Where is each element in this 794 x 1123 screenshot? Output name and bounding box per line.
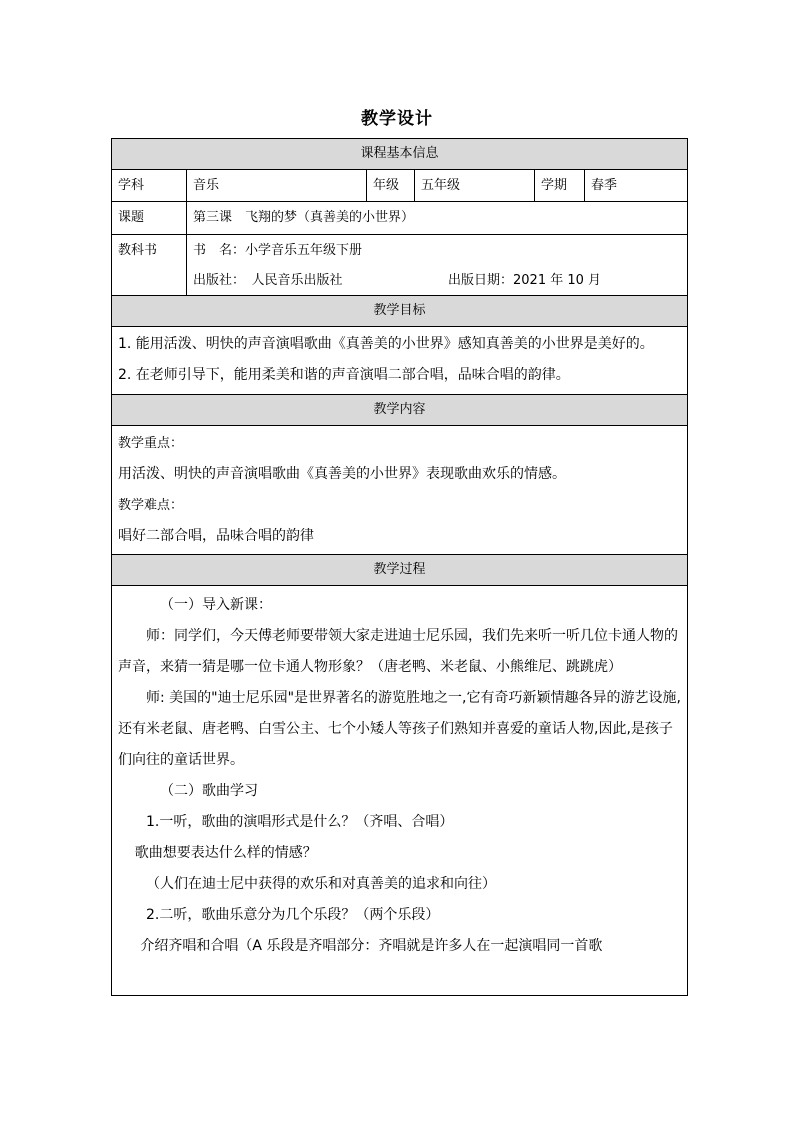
process-paragraph: 介绍齐唱和合唱（A 乐段是齐唱部分：齐唱就是许多人在一起演唱同一首歌: [140, 938, 603, 954]
section-header-basic-info: 课程基本信息: [112, 139, 688, 170]
process-paragraph: 歌曲想要表达什么样的情感？: [134, 845, 317, 861]
process-cell: [112, 586, 688, 996]
section-header-process: 教学过程: [112, 555, 688, 586]
topic-label: 课题: [112, 202, 187, 235]
goal-item: 1. 能用活泼、明快的声音演唱歌曲《真善美的小世界》感知真善美的小世界是美好的。: [118, 336, 654, 352]
term-value: 春季: [585, 170, 688, 202]
subject-label: 学科: [112, 170, 187, 202]
book-name: 书 名：小学音乐五年级下册: [187, 235, 688, 267]
difficulty-text: 唱好二部合唱，品味合唱的韵律: [118, 528, 314, 544]
lesson-plan-table: [111, 138, 688, 996]
goals-cell: [112, 327, 688, 395]
grade-label: 年级: [367, 170, 415, 202]
grade-value: 五年级: [415, 170, 535, 202]
content-cell: [112, 426, 688, 555]
key-points-text: 用活泼、明快的声音演唱歌曲《真善美的小世界》表现歌曲欢乐的情感。: [118, 466, 566, 482]
book-publisher-row: [187, 266, 688, 296]
process-paragraph: （人们在迪士尼中获得的欢乐和对真善美的追求和向往）: [146, 876, 496, 892]
subject-value: 音乐: [187, 170, 367, 202]
process-paragraph: 师：同学们，今天傅老师要带领大家走进迪士尼乐园，我们先来听一听几位卡通人物的声音，来猜一猜是哪一位卡通人物形象？（唐老鸭、米老鼠、小熊维尼、跳跳虎）: [118, 628, 678, 675]
process-paragraph: 师: 美国的"迪士尼乐园"是世界著名的游览胜地之一,它有奇巧新颖情趣各异的游艺设施,还有米老鼠、唐老鸭、白雪公主、七个小矮人等孩子们熟知并喜爱的童话人物,因此,是孩子们向往的童话世界。: [118, 690, 681, 768]
section-header-goals: 教学目标: [112, 296, 688, 327]
publisher: 出版社： 人民音乐出版社: [193, 272, 343, 288]
difficulty-label: 教学难点：: [118, 498, 184, 513]
process-paragraph: 1.一听，歌曲的演唱形式是什么？（齐唱、合唱）: [146, 814, 454, 830]
document-title: 教学设计: [361, 109, 433, 129]
publish-date: 出版日期：2021 年 10 月: [448, 272, 602, 288]
section-header-content: 教学内容: [112, 395, 688, 426]
term-label: 学期: [535, 170, 585, 202]
goal-item: 2. 在老师引导下，能用柔美和谐的声音演唱二部合唱，品味合唱的韵律。: [118, 367, 570, 383]
textbook-label: 教科书: [112, 235, 187, 296]
process-paragraph: （二）歌曲学习: [160, 783, 258, 799]
process-paragraph: （一）导入新课：: [160, 597, 272, 613]
topic-value: 第三课 飞翔的梦（真善美的小世界）: [187, 202, 688, 235]
process-paragraph: 2.二听，歌曲乐意分为几个乐段？（两个乐段）: [146, 907, 440, 923]
key-points-label: 教学重点：: [118, 436, 184, 451]
